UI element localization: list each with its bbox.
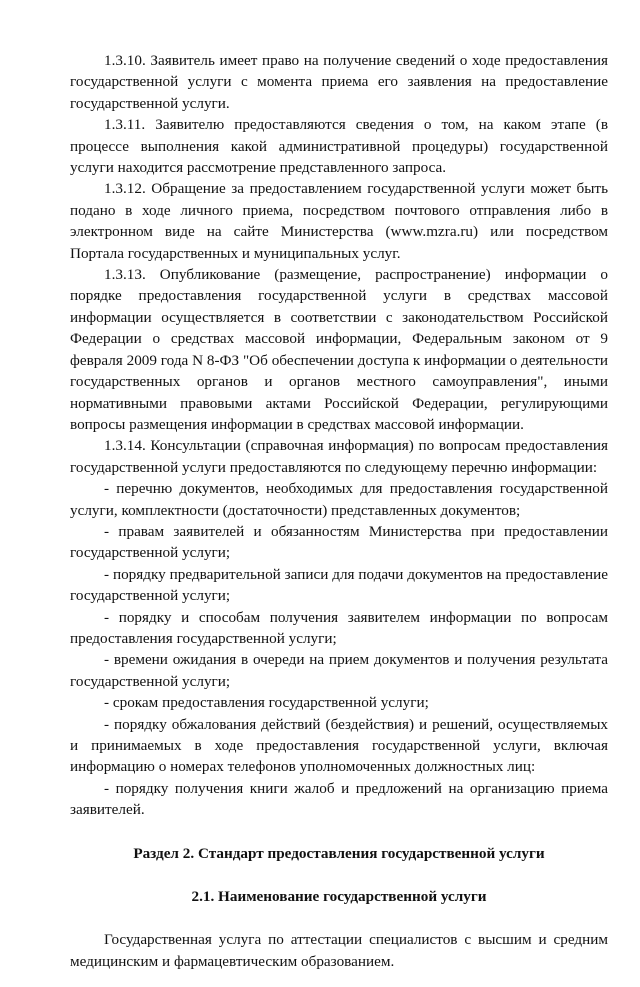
paragraph-1-3-12: 1.3.12. Обращение за предоставлением государственной услуги может быть подано в ходе личного приема, посредством почтового отправления либо в электронном виде на сайте Министерства (www.mzra.ru) или посредством Портала государственных и муниципальных услуг. [70,180,608,262]
subsection-heading: 2.1. Наименование государственной услуги [191,888,487,906]
paragraph-1-3-11: 1.3.11. Заявителю предоставляются сведения о том, на каком этапе (в процессе выполнения какой административной процедуры) государственной услуги находится рассмотрение представленного запроса. [70,116,608,177]
paragraph-1-3-10: 1.3.10. Заявитель имеет право на получение сведений о ходе предоставления государственной услуги с момента приема его заявления на предоставление государственной услуги. [70,52,608,112]
list-item: - порядку получения книги жалоб и предложений на организацию приема заявителей. [70,779,608,819]
list-item: - порядку предварительной записи для подачи документов на предоставление государственной услуги; [70,565,608,605]
list-item: - срокам предоставления государственной услуги; [104,694,429,712]
final-paragraph: Государственная услуга по аттестации специалистов с высшим и средним медицинским и фармацевтическим образованием. [70,931,608,970]
section-heading: Раздел 2. Стандарт предоставления государственной услуги [133,844,545,862]
document-page [70,50,608,987]
list-item: - порядку обжалования действий (бездействия) и решений, осуществляемых и принимаемых в ходе предоставления государственной услуги, включая информацию о номерах телефонов уполномоченных должностных лиц: [70,715,608,776]
list-item: - перечню документов, необходимых для предоставления государственной услуги, комплектности (достаточности) представленных документов; [70,480,608,519]
list-item: - порядку и способам получения заявителем информации по вопросам предоставления государственной услуги; [70,608,608,647]
paragraph-1-3-13: 1.3.13. Опубликование (размещение, распространение) информации о порядке предоставления государственной услуги в средствах массовой информации осуществляется в соответствии с законодательством Российской Федерации о средствах массовой информации, Федеральным законом от 9 февраля 2009 года N 8-ФЗ "Об обеспечении доступа к информации о деятельности государственных органов и органов местного самоуправления", иными нормативными правовыми актами Российской Федерации, регулирующими вопросы размещения информации в средствах массовой информации. [70,266,608,433]
paragraph-1-3-14: 1.3.14. Консультации (справочная информация) по вопросам предоставления государственной услуги предоставляются по следующему перечню информации: [70,437,608,476]
list-item: - времени ожидания в очереди на прием документов и получения результата государственной услуги; [70,651,608,690]
list-item: - правам заявителей и обязанностям Министерства при предоставлении государственной услуги; [70,522,608,562]
